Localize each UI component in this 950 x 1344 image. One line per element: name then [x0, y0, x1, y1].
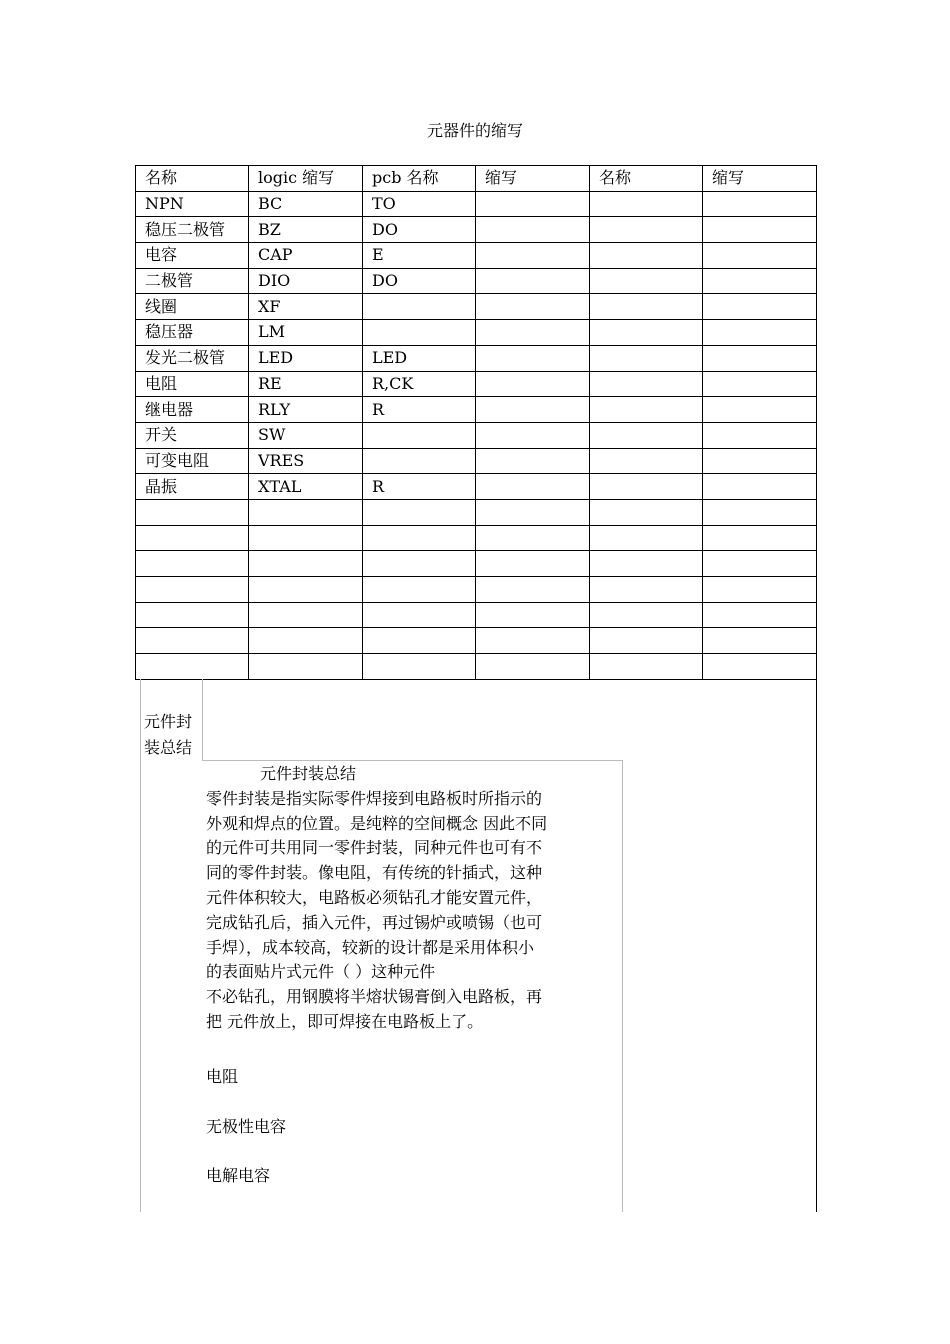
table-cell	[476, 422, 590, 448]
table-cell	[249, 628, 363, 654]
table-cell	[703, 499, 817, 525]
summary-block	[206, 762, 576, 1035]
table-cell: R	[363, 397, 476, 423]
table-cell	[703, 628, 817, 654]
table-cell: LED	[363, 345, 476, 371]
table-cell	[590, 577, 703, 603]
table-cell	[590, 345, 703, 371]
table-cell	[136, 628, 249, 654]
table-cell	[590, 217, 703, 243]
table-header-cell: 名称	[136, 166, 249, 192]
table-row	[136, 371, 817, 397]
section-label	[144, 709, 200, 761]
table-row	[136, 654, 817, 680]
table-row	[136, 628, 817, 654]
table-cell	[590, 474, 703, 500]
summary-line: 把 元件放上，即可焊接在电路板上了。	[206, 1011, 484, 1031]
table-cell	[476, 628, 590, 654]
table-cell	[249, 602, 363, 628]
table-row	[136, 525, 817, 551]
table-cell	[590, 397, 703, 423]
table-row	[136, 602, 817, 628]
table-cell: XF	[249, 294, 363, 320]
summary-box-top-line	[202, 760, 623, 761]
table-cell	[476, 217, 590, 243]
section-label-line: 元件封	[144, 712, 193, 731]
table-cell: VRES	[249, 448, 363, 474]
table-cell	[703, 268, 817, 294]
table-cell	[136, 525, 249, 551]
summary-line: 的表面贴片式元件（ ）这种元件	[206, 962, 436, 982]
table-cell	[476, 551, 590, 577]
table-cell	[476, 499, 590, 525]
table-row	[136, 294, 817, 320]
table-cell	[476, 448, 590, 474]
table-row	[136, 217, 817, 243]
table-cell	[590, 628, 703, 654]
summary-line: 手焊），成本较高，较新的设计都是采用体积小	[206, 937, 535, 957]
table-cell	[703, 474, 817, 500]
table-cell	[703, 320, 817, 346]
table-cell: 电阻	[136, 371, 249, 397]
table-cell	[476, 243, 590, 269]
component-item-electrolytic-capacitor: 电解电容	[206, 1166, 271, 1185]
table-cell: CAP	[249, 243, 363, 269]
table-cell	[703, 422, 817, 448]
table-cell	[249, 525, 363, 551]
frame-left-line	[140, 679, 141, 1212]
table-cell	[703, 217, 817, 243]
table-cell: RE	[249, 371, 363, 397]
table-cell	[363, 602, 476, 628]
table-cell	[136, 654, 249, 680]
table-cell: E	[363, 243, 476, 269]
table-cell	[703, 654, 817, 680]
abbreviation-table	[135, 165, 817, 680]
table-cell	[476, 345, 590, 371]
table-cell: 稳压二极管	[136, 217, 249, 243]
frame-right-line	[816, 678, 817, 1212]
table-cell	[476, 320, 590, 346]
table-cell: 发光二极管	[136, 345, 249, 371]
table-cell	[703, 602, 817, 628]
table-cell	[249, 654, 363, 680]
table-cell	[136, 499, 249, 525]
table-cell	[249, 499, 363, 525]
table-cell	[136, 602, 249, 628]
table-cell	[703, 525, 817, 551]
table-row	[136, 551, 817, 577]
table-cell	[476, 371, 590, 397]
table-body	[136, 166, 817, 680]
table-cell	[363, 628, 476, 654]
table-cell: R,CK	[363, 371, 476, 397]
table-row	[136, 422, 817, 448]
summary-heading: 元件封装总结	[260, 764, 357, 783]
table-cell	[590, 191, 703, 217]
table-header-cell: 名称	[590, 166, 703, 192]
table-header-cell: 缩写	[703, 166, 817, 192]
table-cell: NPN	[136, 191, 249, 217]
table-cell: TO	[363, 191, 476, 217]
table-cell	[703, 243, 817, 269]
table-cell	[590, 602, 703, 628]
table-cell: 二极管	[136, 268, 249, 294]
table-row	[136, 474, 817, 500]
table-header-cell: pcb 名称	[363, 166, 476, 192]
table-row	[136, 243, 817, 269]
table-cell	[590, 448, 703, 474]
table-row	[136, 577, 817, 603]
table-cell	[476, 294, 590, 320]
table-cell	[476, 474, 590, 500]
table-cell: 线圈	[136, 294, 249, 320]
summary-line: 完成钻孔后，插入元件，再过锡炉或喷锡（也可	[206, 912, 543, 932]
table-cell	[703, 551, 817, 577]
table-cell	[363, 551, 476, 577]
table-cell	[590, 499, 703, 525]
table-cell: R	[363, 474, 476, 500]
table-cell: 晶振	[136, 474, 249, 500]
table-cell: 继电器	[136, 397, 249, 423]
table-cell: BC	[249, 191, 363, 217]
table-cell	[590, 371, 703, 397]
component-item-resistor: 电阻	[206, 1067, 239, 1086]
summary-line: 同的零件封装。像电阻，有传统的针插式，这种	[206, 863, 543, 883]
page-title: 元器件的缩写	[426, 121, 523, 140]
table-cell	[363, 499, 476, 525]
table-cell	[590, 320, 703, 346]
table-cell	[363, 577, 476, 603]
table-cell	[363, 422, 476, 448]
summary-line: 元件体积较大，电路板必须钻孔才能安置元件，	[206, 887, 543, 907]
table-cell: BZ	[249, 217, 363, 243]
table-header-cell: 缩写	[476, 166, 590, 192]
table-cell	[590, 268, 703, 294]
table-row	[136, 268, 817, 294]
table-row	[136, 397, 817, 423]
table-cell	[249, 551, 363, 577]
table-cell	[703, 294, 817, 320]
table-cell: 开关	[136, 422, 249, 448]
table-row	[136, 320, 817, 346]
table-cell	[476, 577, 590, 603]
table-cell	[476, 602, 590, 628]
table-cell	[476, 654, 590, 680]
table-cell	[476, 268, 590, 294]
table-cell	[590, 654, 703, 680]
summary-line: 外观和焊点的位置。是纯粹的空间概念 因此不同	[206, 813, 548, 833]
table-cell	[703, 448, 817, 474]
table-cell: SW	[249, 422, 363, 448]
table-cell: DO	[363, 217, 476, 243]
summary-line: 不必钻孔，用钢膜将半熔状锡膏倒入电路板，再	[206, 987, 543, 1007]
table-cell: LED	[249, 345, 363, 371]
table-cell	[703, 371, 817, 397]
component-item-nonpolar-capacitor: 无极性电容	[206, 1117, 287, 1136]
table-row	[136, 448, 817, 474]
table-header-cell: logic 缩写	[249, 166, 363, 192]
table-cell	[363, 525, 476, 551]
table-cell	[703, 191, 817, 217]
table-cell	[590, 525, 703, 551]
table-cell	[476, 525, 590, 551]
table-cell: 可变电阻	[136, 448, 249, 474]
table-cell	[363, 448, 476, 474]
label-box-right-line	[202, 679, 203, 760]
table-cell: XTAL	[249, 474, 363, 500]
table-cell	[363, 320, 476, 346]
table-cell	[703, 397, 817, 423]
summary-text	[206, 787, 576, 1035]
summary-box-right-line	[622, 760, 623, 1212]
table-cell: RLY	[249, 397, 363, 423]
table-cell	[590, 551, 703, 577]
section-label-line: 装总结	[144, 738, 193, 757]
table-cell: DIO	[249, 268, 363, 294]
table-cell: 稳压器	[136, 320, 249, 346]
table-cell: 电容	[136, 243, 249, 269]
table-cell	[476, 397, 590, 423]
table-cell	[363, 294, 476, 320]
table-header-row	[136, 166, 817, 192]
table-cell: LM	[249, 320, 363, 346]
summary-line: 的元件可共用同一零件封装，同种元件也可有不	[206, 838, 543, 858]
table-cell	[703, 345, 817, 371]
table-cell	[590, 294, 703, 320]
table-row	[136, 499, 817, 525]
table-cell: DO	[363, 268, 476, 294]
table-cell	[249, 577, 363, 603]
table-cell	[590, 422, 703, 448]
table-cell	[136, 551, 249, 577]
table-cell	[476, 191, 590, 217]
table-row	[136, 191, 817, 217]
summary-line: 零件封装是指实际零件焊接到电路板时所指示的	[206, 788, 543, 808]
table-cell	[590, 243, 703, 269]
table-cell	[703, 577, 817, 603]
table-row	[136, 345, 817, 371]
table-cell	[363, 654, 476, 680]
table-cell	[136, 577, 249, 603]
